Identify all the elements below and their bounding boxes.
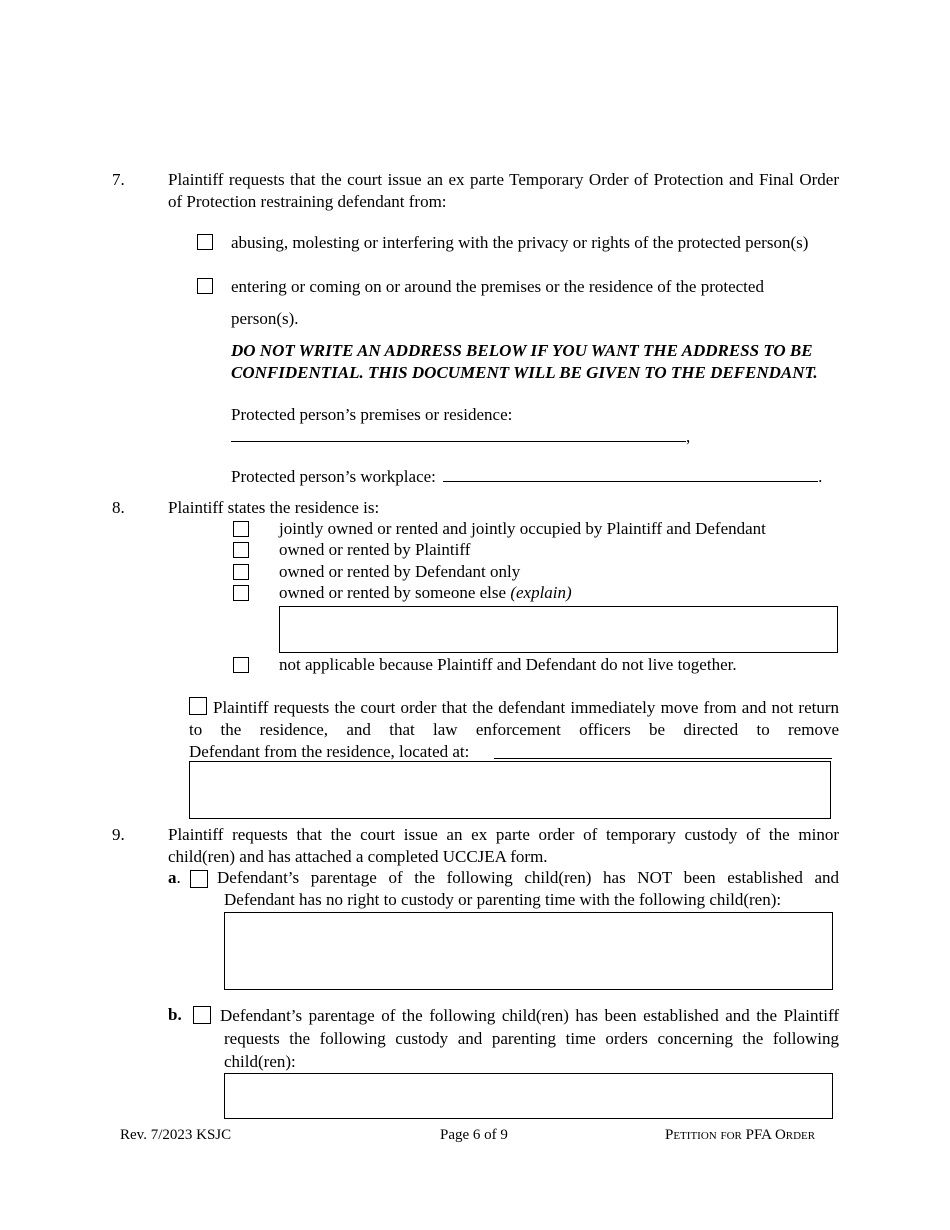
checkbox-parentage-established[interactable]: [193, 1006, 211, 1024]
option-no-abuse: abusing, molesting or interfering with the privacy or rights of the protected person(s): [231, 233, 809, 252]
residence-address-field[interactable]: [231, 426, 686, 442]
workplace-field[interactable]: [443, 466, 818, 482]
item-b-label: b.: [168, 1005, 182, 1024]
residence-someone-else-label: owned or rented by someone else: [279, 583, 507, 602]
footer-form-title: Petition for PFA Order: [665, 1127, 816, 1143]
move-request-last-line: Defendant from the residence, located at:: [189, 742, 470, 761]
residence-comma: ,: [686, 427, 691, 446]
residence-plaintiff-label: owned or rented by Plaintiff: [279, 540, 471, 559]
checkbox-residence-plaintiff[interactable]: [233, 542, 249, 558]
explain-hint: (explain): [510, 583, 572, 602]
residence-label: Protected person’s premises or residence:: [231, 405, 513, 424]
custody-orders-box[interactable]: [224, 1073, 833, 1119]
section-8-number: 8.: [112, 498, 125, 517]
residence-not-applicable-label: not applicable because Plaintiff and Defendant do not live together.: [279, 655, 737, 674]
move-address-underline: [494, 758, 832, 759]
move-request-text: Plaintiff requests the court order that the defendant immediately move from and not return to the residence, and that law enforcement officers be directed to remove: [189, 698, 839, 739]
parentage-not-established-text: Defendant’s parentage of the following child(ren) has NOT been established and Defendant has no right to custody or parenting time with the following child(ren):: [217, 868, 839, 909]
confidential-warning: DO NOT WRITE AN ADDRESS BELOW IF YOU WANT THE ADDRESS TO BE CONFIDENTIAL. THIS DOCUMENT WILL BE GIVEN TO THE DEFENDANT.: [231, 341, 818, 382]
section-9-intro: Plaintiff requests that the court issue an ex parte order of temporary custody of the minor child(ren) and has attached a completed UCCJEA form.: [168, 825, 839, 866]
checkbox-residence-defendant[interactable]: [233, 564, 249, 580]
option-stay-away-line2: person(s).: [231, 309, 299, 328]
item-a-row: [168, 867, 181, 889]
checkbox-residence-not-applicable[interactable]: [233, 657, 249, 673]
section-8-intro: Plaintiff states the residence is:: [168, 498, 380, 517]
section-9-number: 9.: [112, 825, 125, 844]
checkbox-stay-away-residence[interactable]: [197, 278, 213, 294]
checkbox-parentage-not-established[interactable]: [190, 870, 208, 888]
section-7-number: 7.: [112, 170, 125, 189]
children-not-established-box[interactable]: [224, 912, 833, 990]
checkbox-residence-joint[interactable]: [233, 521, 249, 537]
workplace-label: Protected person’s workplace:: [231, 467, 436, 486]
option-stay-away-line1: entering or coming on or around the premises or the residence of the protected: [231, 277, 764, 296]
residence-line-row: [231, 426, 690, 448]
explain-text-box[interactable]: [279, 606, 838, 653]
section-7-intro: Plaintiff requests that the court issue an ex parte Temporary Order of Protection and Final Order of Protection restraining defendant from:: [168, 170, 839, 211]
checkbox-residence-someone-else[interactable]: [233, 585, 249, 601]
checkbox-move-out[interactable]: [189, 697, 207, 715]
residence-someone-else-row: [279, 582, 572, 604]
workplace-period: .: [818, 467, 823, 486]
residence-joint-label: jointly owned or rented and jointly occupied by Plaintiff and Defendant: [279, 519, 766, 538]
parentage-established-text: Defendant’s parentage of the following child(ren) has been established and the Plaintiff requests the following custody and parenting time orders concerning the following child(ren):: [220, 1006, 839, 1071]
item-a-dot: .: [176, 868, 181, 887]
footer-page-number: Page 6 of 9: [440, 1127, 508, 1143]
residence-address-box[interactable]: [189, 761, 831, 819]
checkbox-no-abuse[interactable]: [197, 234, 213, 250]
item-a-label: a: [168, 868, 177, 887]
footer-revision: Rev. 7/2023 KSJC: [120, 1127, 232, 1143]
residence-defendant-label: owned or rented by Defendant only: [279, 562, 521, 581]
workplace-row: [231, 466, 822, 488]
